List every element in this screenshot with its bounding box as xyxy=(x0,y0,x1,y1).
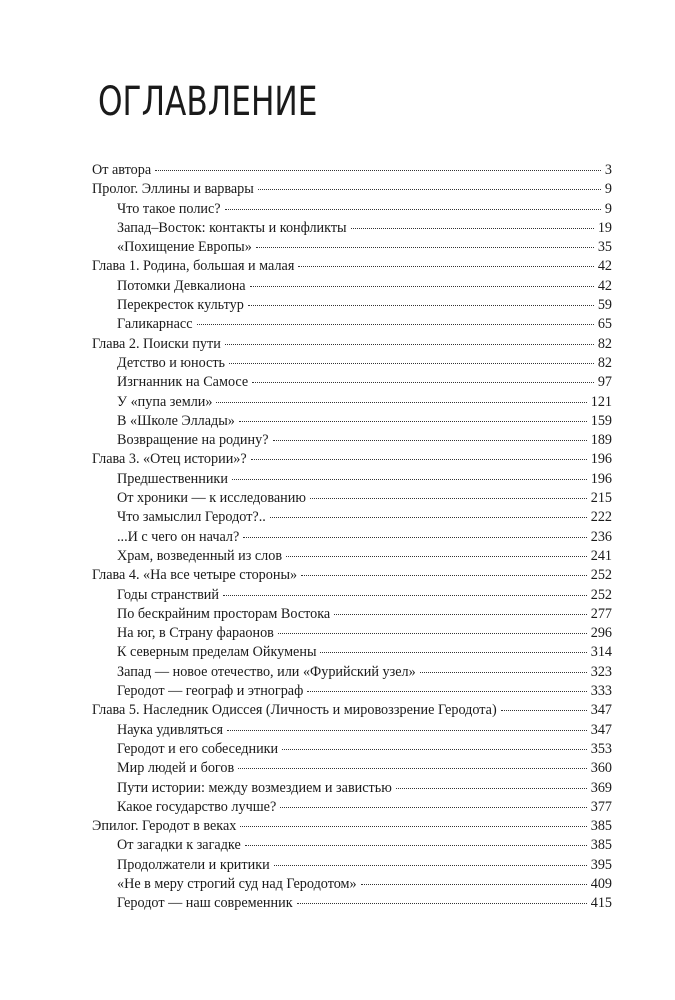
dot-leader xyxy=(227,730,587,731)
dot-leader xyxy=(155,170,601,171)
toc-entry-title: Продолжатели и критики xyxy=(117,856,270,873)
toc-page-number: 121 xyxy=(590,393,612,410)
toc-entry-title: Галикарнасс xyxy=(117,316,193,333)
toc-subentry[interactable] xyxy=(92,836,612,855)
dot-leader xyxy=(197,324,594,325)
toc-entry-title: «Не в меру строгий суд над Геродотом» xyxy=(117,875,357,892)
dot-leader xyxy=(298,266,593,267)
toc-page-number: 215 xyxy=(590,490,612,507)
toc-page-number: 9 xyxy=(604,200,612,217)
dot-leader xyxy=(238,768,587,769)
toc-entry-title: Глава 1. Родина, большая и малая xyxy=(92,258,295,275)
dot-leader xyxy=(258,189,601,190)
toc-subentry[interactable] xyxy=(92,315,612,334)
toc-page-number: 189 xyxy=(590,432,612,449)
toc-subentry[interactable] xyxy=(92,238,612,257)
dot-leader xyxy=(274,865,587,866)
dot-leader xyxy=(273,440,587,441)
toc-entry-title: Глава 5. Наследник Одиссея (Личность и мировоззрение Геродота) xyxy=(92,702,497,719)
toc-page-number: 347 xyxy=(590,721,612,738)
toc-page-number: 369 xyxy=(590,779,612,796)
toc-entry-title: Храм, возведенный из слов xyxy=(117,547,283,564)
toc-subentry[interactable] xyxy=(92,875,612,894)
dot-leader xyxy=(251,459,587,460)
toc-page-number: 277 xyxy=(590,605,612,622)
toc-subentry[interactable] xyxy=(92,470,612,489)
toc-entry-title: Что такое полис? xyxy=(117,200,221,217)
toc-subentry[interactable] xyxy=(92,586,612,605)
page-title: ОГЛАВЛЕНИЕ xyxy=(98,79,318,125)
toc-entry-title: Глава 3. «Отец истории»? xyxy=(92,451,247,468)
dot-leader xyxy=(351,228,594,229)
toc-page-number: 196 xyxy=(590,451,612,468)
toc-page-number: 42 xyxy=(597,277,612,294)
toc-page-number: 241 xyxy=(590,547,612,564)
toc-entry-title: Пути истории: между возмездием и завистью xyxy=(117,779,392,796)
dot-leader xyxy=(297,903,587,904)
dot-leader xyxy=(250,286,594,287)
toc-page-number: 236 xyxy=(590,528,612,545)
toc-entry-title: ...И с чего он начал? xyxy=(117,528,240,545)
toc-page-number: 3 xyxy=(604,162,612,178)
toc-entry-title: Какое государство лучше? xyxy=(117,798,277,815)
dot-leader xyxy=(223,595,587,596)
toc-entry[interactable] xyxy=(92,701,612,720)
toc-entry-title: Перекресток культур xyxy=(117,297,244,314)
toc-entry[interactable] xyxy=(92,566,612,585)
toc-entry[interactable] xyxy=(92,450,612,469)
toc-page-number: 82 xyxy=(597,354,612,371)
toc-page-number: 385 xyxy=(590,818,612,835)
toc-subentry[interactable] xyxy=(92,721,612,740)
toc-page-number: 360 xyxy=(590,760,612,777)
toc-subentry[interactable] xyxy=(92,547,612,566)
toc-entry-title: Потомки Девкалиона xyxy=(117,277,246,294)
dot-leader xyxy=(361,884,587,885)
toc-entry-title: От автора xyxy=(92,162,152,178)
toc-subentry[interactable] xyxy=(92,624,612,643)
toc-subentry[interactable] xyxy=(92,489,612,508)
toc-entry[interactable] xyxy=(92,180,612,199)
toc-entry-title: От загадки к загадке xyxy=(117,837,241,854)
toc-page-number: 296 xyxy=(590,625,612,642)
dot-leader xyxy=(245,845,587,846)
dot-leader xyxy=(334,614,587,615)
toc-page-number: 333 xyxy=(590,683,612,700)
toc-entry-title: Возвращение на родину? xyxy=(117,432,269,449)
toc-entry-title: У «пупа земли» xyxy=(117,393,213,410)
dot-leader xyxy=(270,517,587,518)
toc-page-number: 42 xyxy=(597,258,612,275)
toc-page-number: 395 xyxy=(590,856,612,873)
toc-subentry[interactable] xyxy=(92,643,612,662)
toc-entry-title: Наука удивляться xyxy=(117,721,224,738)
dot-leader xyxy=(239,421,587,422)
toc-entry-title: Что замыслил Геродот?.. xyxy=(117,509,266,526)
toc-page-number: 252 xyxy=(590,586,612,603)
dot-leader xyxy=(278,633,587,634)
toc-page-number: 35 xyxy=(597,239,612,256)
toc-page-number: 377 xyxy=(590,798,612,815)
toc-entry-title: Глава 4. «На все четыре стороны» xyxy=(92,567,298,584)
toc-entry-title: «Похищение Европы» xyxy=(117,239,252,256)
toc-subentry[interactable] xyxy=(92,277,612,296)
toc-subentry[interactable] xyxy=(92,508,612,527)
dot-leader xyxy=(501,710,587,711)
toc-page-number: 314 xyxy=(590,644,612,661)
dot-leader xyxy=(256,247,594,248)
toc-entry-title: Предшественники xyxy=(117,470,228,487)
toc-entry-title: Годы странствий xyxy=(117,586,219,603)
toc-page-number: 82 xyxy=(597,335,612,352)
toc-entry-title: В «Школе Эллады» xyxy=(117,412,235,429)
toc-subentry[interactable] xyxy=(92,740,612,759)
dot-leader xyxy=(232,479,587,480)
dot-leader xyxy=(248,305,594,306)
toc-entry-title: Пролог. Эллины и варвары xyxy=(92,181,254,198)
toc-entry-title: Геродот и его собеседники xyxy=(117,740,279,757)
toc-subentry[interactable] xyxy=(92,296,612,315)
dot-leader xyxy=(225,344,594,345)
toc-page-number: 323 xyxy=(590,663,612,680)
toc-entry-title: Эпилог. Геродот в веках xyxy=(92,818,237,835)
dot-leader xyxy=(229,363,594,364)
dot-leader xyxy=(216,402,586,403)
toc-entry-title: Изгнанник на Самосе xyxy=(117,374,249,391)
toc-entry[interactable] xyxy=(92,335,612,354)
toc-entry[interactable] xyxy=(92,161,612,180)
dot-leader xyxy=(320,652,586,653)
dot-leader xyxy=(301,575,587,576)
toc-subentry[interactable] xyxy=(92,856,612,875)
toc-page-number: 97 xyxy=(597,374,612,391)
dot-leader xyxy=(240,826,586,827)
toc-subentry[interactable] xyxy=(92,412,612,431)
toc-entry-title: Геродот — наш современник xyxy=(117,895,293,912)
toc-entry-title: По бескрайним просторам Востока xyxy=(117,605,331,622)
dot-leader xyxy=(286,556,587,557)
toc-subentry[interactable] xyxy=(92,431,612,450)
dot-leader xyxy=(310,498,587,499)
toc-page-number: 159 xyxy=(590,412,612,429)
dot-leader xyxy=(282,749,587,750)
toc-entry-title: Мир людей и богов xyxy=(117,760,235,777)
toc-page-number: 65 xyxy=(597,316,612,333)
toc-entry-title: Запад — новое отечество, или «Фурийский узел» xyxy=(117,663,416,680)
toc-entry-title: Глава 2. Поиски пути xyxy=(92,335,221,352)
toc-page-number: 252 xyxy=(590,567,612,584)
toc-subentry[interactable] xyxy=(92,354,612,373)
dot-leader xyxy=(396,788,587,789)
toc-page-number: 409 xyxy=(590,875,612,892)
toc-page-number: 385 xyxy=(590,837,612,854)
toc-page-number: 9 xyxy=(604,181,612,198)
table-of-contents xyxy=(92,161,612,914)
toc-entry-title: Запад–Восток: контакты и конфликты xyxy=(117,219,347,236)
toc-page-number: 59 xyxy=(597,297,612,314)
toc-entry-title: Детство и юность xyxy=(117,354,226,371)
toc-subentry[interactable] xyxy=(92,682,612,701)
dot-leader xyxy=(225,209,601,210)
toc-subentry[interactable] xyxy=(92,393,612,412)
toc-page-number: 222 xyxy=(590,509,612,526)
toc-page-number: 415 xyxy=(590,895,612,912)
toc-subentry[interactable] xyxy=(92,528,612,547)
toc-subentry[interactable] xyxy=(92,663,612,682)
toc-entry-title: От хроники — к исследованию xyxy=(117,490,306,507)
dot-leader xyxy=(420,672,587,673)
toc-entry[interactable] xyxy=(92,257,612,276)
toc-subentry[interactable] xyxy=(92,219,612,238)
toc-subentry[interactable] xyxy=(92,200,612,219)
dot-leader xyxy=(243,537,586,538)
toc-page-number: 347 xyxy=(590,702,612,719)
toc-entry-title: Геродот — географ и этнограф xyxy=(117,683,304,700)
toc-subentry[interactable] xyxy=(92,798,612,817)
dot-leader xyxy=(252,382,594,383)
toc-entry-title: На юг, в Страну фараонов xyxy=(117,625,274,642)
toc-subentry[interactable] xyxy=(92,894,612,913)
dot-leader xyxy=(307,691,586,692)
toc-subentry[interactable] xyxy=(92,605,612,624)
toc-subentry[interactable] xyxy=(92,779,612,798)
toc-page-number: 353 xyxy=(590,740,612,757)
toc-subentry[interactable] xyxy=(92,373,612,392)
toc-entry-title: К северным пределам Ойкумены xyxy=(117,644,317,661)
toc-subentry[interactable] xyxy=(92,759,612,778)
dot-leader xyxy=(280,807,586,808)
toc-entry[interactable] xyxy=(92,817,612,836)
toc-page-number: 196 xyxy=(590,470,612,487)
toc-page-number: 19 xyxy=(597,219,612,236)
